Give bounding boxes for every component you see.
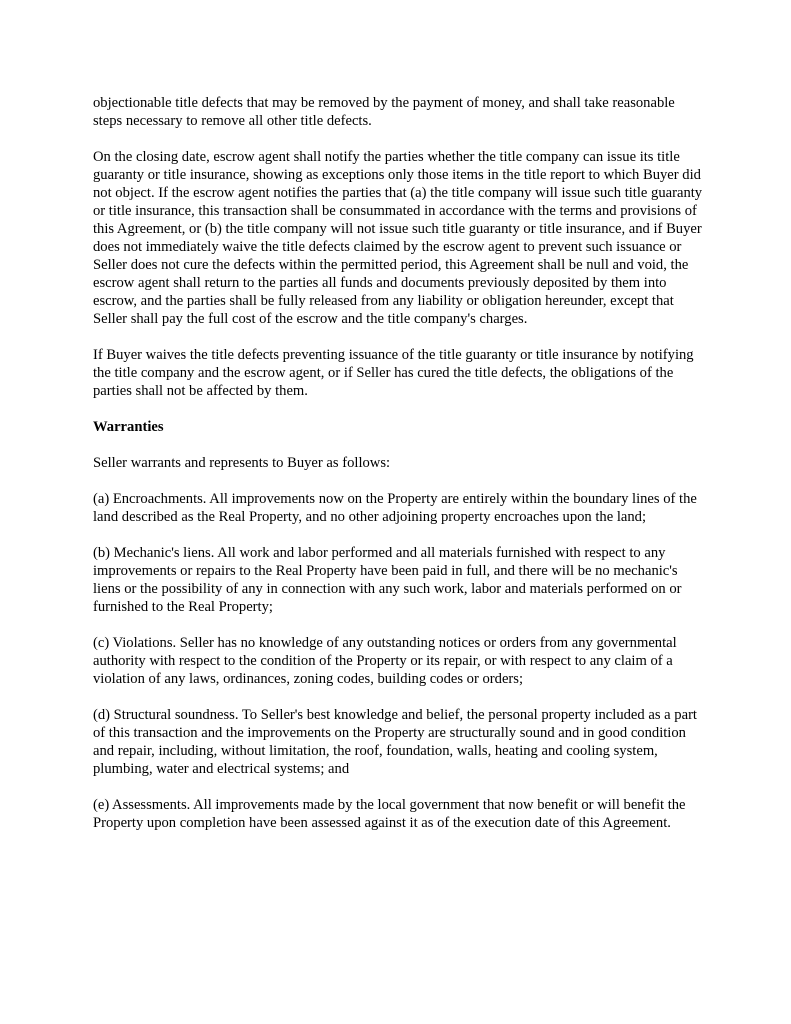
paragraph-buyer-waiver: If Buyer waives the title defects preventing issuance of the title guaranty or title insurance by notifying the title company and the escrow agent, or if Seller has cured the title defects, the obligations of the parties shall not be affected by them. bbox=[93, 347, 694, 399]
warranty-item-mechanics-liens: (b) Mechanic's liens. All work and labor performed and all materials furnished with respect to any improvements or repairs to the Real Property have been paid in full, and there will be no mechanic's liens or the possibility of any in connection with any such work, labor and materials performed on or furnished to the Real Property; bbox=[93, 545, 682, 615]
warranties-intro: Seller warrants and represents to Buyer as follows: bbox=[93, 455, 391, 471]
section-heading-warranties: Warranties bbox=[93, 419, 164, 435]
warranty-item-violations: (c) Violations. Seller has no knowledge of any outstanding notices or orders from any governmental authority with respect to the condition of the Property or its repair, or with respect to any claim of a violation of any laws, ordinances, zoning codes, building codes or orders; bbox=[93, 635, 677, 687]
paragraph-title-defects: objectionable title defects that may be removed by the payment of money, and shall take reasonable steps necessary to remove all other title defects. bbox=[93, 95, 675, 129]
paragraph-closing-date: On the closing date, escrow agent shall notify the parties whether the title company can issue its title guaranty or title insurance, showing as exceptions only those items in the title report to which Buyer did not object. If the escrow agent notifies the parties that (a) the title company will issue such title guaranty or title insurance, this transaction shall be consummated in accordance with the terms and provisions of this Agreement, or (b) the title company will not issue such title guaranty or title insurance, and if Buyer does not immediately waive the title defects claimed by the escrow agent to prevent such issuance or Seller does not cure the defects within the permitted period, this Agreement shall be null and void, the escrow agent shall return to the parties all funds and documents previously deposited by them into escrow, and the parties shall be fully released from any liability or obligation hereunder, except that Seller shall pay the full cost of the escrow and the title company's charges. bbox=[93, 149, 703, 327]
warranty-item-assessments: (e) Assessments. All improvements made by the local government that now benefit or will benefit the Property upon completion have been assessed against it as of the execution date of this Agreement. bbox=[93, 797, 686, 831]
document-page bbox=[93, 94, 703, 850]
warranty-item-structural-soundness: (d) Structural soundness. To Seller's best knowledge and belief, the personal property included as a part of this transaction and the improvements on the Property are structurally sound and in good condition and repair, including, without limitation, the roof, foundation, walls, heating and cooling system, plumbing, water and electrical systems; and bbox=[93, 707, 697, 777]
warranty-item-encroachments: (a) Encroachments. All improvements now on the Property are entirely within the boundary lines of the land described as the Real Property, and no other adjoining property encroaches upon the land; bbox=[93, 491, 697, 525]
